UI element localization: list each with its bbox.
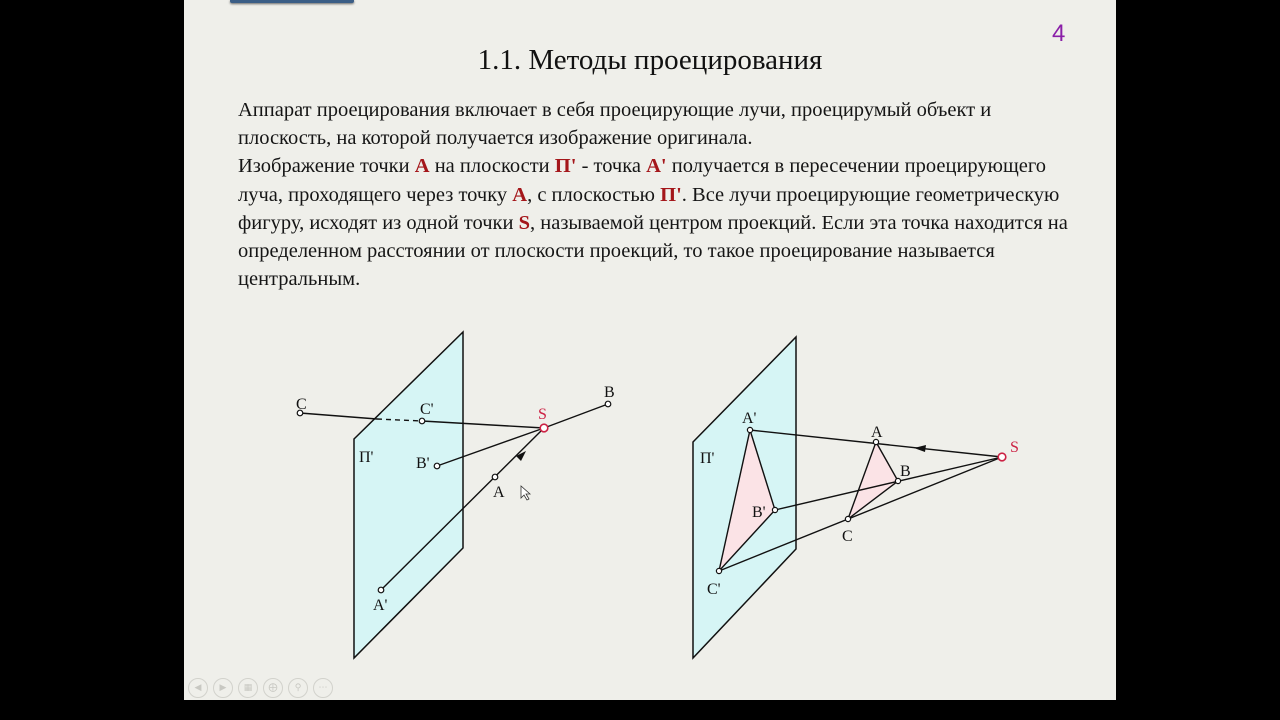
text-run: Изображение точки xyxy=(238,155,415,178)
label-b: B xyxy=(604,384,615,401)
highlighted-term: A' xyxy=(646,155,667,178)
prev-icon[interactable]: ◀ xyxy=(188,678,208,698)
highlighted-term: П' xyxy=(554,155,577,178)
zoom-icon[interactable]: ⨁ xyxy=(263,678,283,698)
mouse-cursor-icon xyxy=(521,486,530,500)
point-c-prime-right xyxy=(716,568,721,573)
highlighted-term: S xyxy=(518,211,530,234)
label-c-prime-right: C' xyxy=(707,581,721,598)
text-run: Аппарат проецирования включает в себя проецирующие лучи, проецирумый объект и плоскость, на которой получается изображение оригинала. xyxy=(238,99,992,150)
highlighted-term: П' xyxy=(660,183,682,206)
label-c: C xyxy=(296,396,307,413)
label-s-right: S xyxy=(1010,439,1019,456)
highlighted-term: A xyxy=(512,183,528,206)
point-s-right xyxy=(998,453,1006,461)
projection-plane-left xyxy=(354,332,463,658)
arrow-marker xyxy=(516,451,526,461)
point-a xyxy=(492,474,498,480)
label-c-right: C xyxy=(842,528,853,545)
ray-c-outside xyxy=(300,413,377,419)
text-run: . Все лучи проецирующие геометрическую фигуру, исходят из одной точки xyxy=(238,183,1060,234)
slide-title: 1.1. Методы проецирования xyxy=(477,44,823,76)
point-b-prime-right xyxy=(772,507,777,512)
label-b-right: B xyxy=(900,463,911,480)
more-icon[interactable]: ⋯ xyxy=(313,678,333,698)
point-b xyxy=(605,401,611,407)
highlighted-term: A xyxy=(414,155,430,178)
label-plane-right: П' xyxy=(700,450,715,467)
figure-left xyxy=(296,332,615,658)
label-a: A xyxy=(493,484,505,501)
label-a-prime: A' xyxy=(373,597,388,614)
next-icon[interactable]: ▶ xyxy=(213,678,233,698)
point-c-right xyxy=(845,516,850,521)
original-triangle xyxy=(848,442,898,519)
ray-b xyxy=(544,404,608,428)
label-a-right: A xyxy=(871,424,883,441)
label-plane: П' xyxy=(359,449,374,466)
text-run: , называемой центром проекций. Если эта точка находится на определенном расстоянии от плоскости проекций, то такое проецирование называется центральным. xyxy=(238,211,1068,291)
label-s: S xyxy=(538,406,547,423)
point-a-prime-right xyxy=(747,427,752,432)
text-run: получается в пересечении проецирующего луча, проходящего через точку xyxy=(238,155,1046,206)
projection-figures xyxy=(184,0,1116,700)
point-s xyxy=(540,424,548,432)
search-icon[interactable]: ⚲ xyxy=(288,678,308,698)
slide xyxy=(184,0,1116,700)
point-b-prime xyxy=(434,463,440,469)
figure-right xyxy=(693,337,1019,658)
label-b-prime-right: B' xyxy=(752,504,766,521)
page-number: 4 xyxy=(1052,20,1066,47)
text-run: , с плоскостью xyxy=(527,183,661,206)
pages-icon[interactable]: ▦ xyxy=(238,678,258,698)
label-c-prime: C' xyxy=(420,401,434,418)
label-a-prime-right: A' xyxy=(742,410,757,427)
arrow-marker-right xyxy=(914,445,926,452)
text-run: на плоскости xyxy=(429,155,555,178)
point-a-prime xyxy=(378,587,384,593)
navigation-controls xyxy=(188,678,333,698)
label-b-prime: B' xyxy=(416,455,430,472)
point-c-prime xyxy=(419,418,425,424)
text-run: - точка xyxy=(576,155,647,178)
